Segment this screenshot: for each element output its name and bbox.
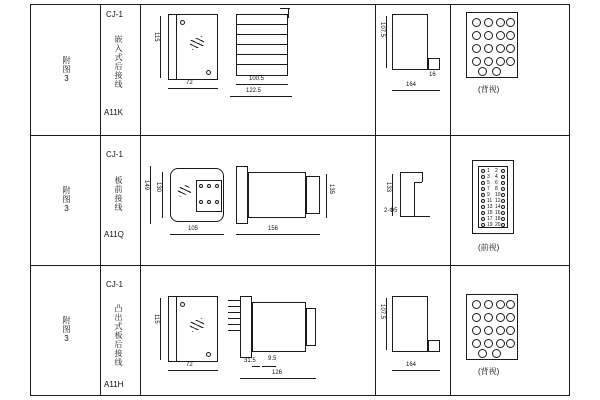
code-bottom-row2: A11Q [104,230,124,239]
dim-115-r1: 115 [153,32,159,42]
panel-dim-v-line-r3 [386,298,387,350]
side-view-line1-r1 [236,24,288,25]
code-bottom-row1: A11K [104,108,123,117]
terminal-pin [506,44,515,53]
front-view-hole-br-r3 [206,352,211,357]
dim-105-line-r2 [170,234,224,235]
panel-bracket-inner-r2 [414,182,415,216]
terminal-pin [481,205,485,209]
fin-r3 [228,306,240,307]
row-divider-2 [30,265,570,266]
col-divider-panel [375,4,376,396]
side-view-line4-r1 [236,54,288,55]
panel-view-outline-r1 [392,14,428,70]
dim-164-r3: 164 [406,362,417,368]
pin-number: 13 [487,204,493,210]
pin-number: 20 [495,222,501,228]
pin-number: 5 [487,180,490,186]
terminal-pin [496,57,505,66]
terminal-pin [501,199,505,203]
dim-line-h-r3 [168,370,218,371]
terminal-pin [506,300,515,309]
terminal-pin [478,67,487,76]
pin-number: 14 [495,204,501,210]
type-name-row2: 板前接线 [114,176,123,212]
terminal-pin [501,193,505,197]
pin-number: 18 [495,216,501,222]
terminal-pin [496,31,505,40]
code-top-row3: CJ-1 [106,280,123,289]
terminal-pin [472,44,481,53]
terminal-pin [506,57,515,66]
front-view-hole-r2 [215,200,219,204]
terminal-pin [472,57,481,66]
terminal-pin [501,205,505,209]
code-top-row2: CJ-1 [106,150,123,159]
type-name-row3: 凸出式板后接线 [114,303,123,367]
dim-164-line-r1 [392,90,440,91]
terminal-pin [481,187,485,191]
dim-line-v-r1 [160,16,161,78]
dim-126-r3: 126 [272,370,283,376]
terminal-pin [472,300,481,309]
dim-156-r2: 156 [268,226,279,232]
terminal-pin [496,326,505,335]
dim-31-5-r3: 31.5 [244,358,256,364]
terminal-pin [484,326,493,335]
front-view-hole-br-r1 [206,70,211,75]
terminal-pin [484,44,493,53]
side-view-line3-r1 [236,44,288,45]
dim-130-line-r2 [162,172,163,218]
terminal-pin [501,187,505,191]
terminal-pin [501,211,505,215]
pin-number: 6 [495,180,498,186]
terminal-pin [481,169,485,173]
terminal-pin [496,313,505,322]
panel-bracket-top-r2 [400,172,422,173]
panel-flange-r3 [428,340,440,352]
figure-label-row1: 附图3 [62,56,71,84]
terminal-pin [501,223,505,227]
side-view-cap-r2 [306,176,320,214]
fin-r3 [228,300,240,301]
pin-number: 1 [487,168,490,174]
terminal-pin [484,339,493,348]
terminal-pin [481,181,485,185]
front-view-hole-r2 [199,184,203,188]
terminal-pin [501,181,505,185]
dim-107-5-r1: 107.5 [379,22,385,38]
dim-1005-line-r1 [236,84,288,85]
panel-view-outline-r3 [392,296,428,352]
side-view-tabtop-r1 [280,8,290,9]
terminal-pin [501,169,505,173]
dim-122-5-r1: 122.5 [246,88,262,94]
dim-100-5-r1: 100.5 [249,76,265,82]
panel-bracket-v-r2 [400,172,401,216]
front-view-inner-line-r1 [176,14,177,80]
dim-149-line-r2 [150,166,151,224]
code-bottom-row3: A11H [104,380,124,389]
terminal-pin [472,18,481,27]
terminal-pin [472,339,481,348]
terminal-pin [481,175,485,179]
side-view-body-r3 [252,302,306,352]
dim-164-line-r3 [392,370,440,371]
terminal-pin [481,223,485,227]
terminal-pin [472,326,481,335]
terminal-pin [481,217,485,221]
dim-126-line-r3 [240,378,316,379]
terminal-pin [496,300,505,309]
dim-9-5-r3: 9.5 [268,356,277,362]
side-view-cap-r3 [306,308,316,346]
pin-number: 7 [487,186,490,192]
dim-107-5-r3: 107.5 [379,304,385,320]
dim-line-h-r1 [168,88,218,89]
col-divider-terminal [450,4,451,396]
front-view-inner-line-r3 [176,296,177,362]
dim-156-line-r2 [236,234,320,235]
pin-number: 19 [487,222,493,228]
pin-number: 3 [487,174,490,180]
type-name-row1: 嵌入式后接线 [114,35,123,89]
col-divider-label [100,4,101,396]
side-view-line2-r1 [236,34,288,35]
pin-number: 8 [495,186,498,192]
terminal-pin [496,339,505,348]
figure-label-row3: 附图3 [62,316,71,344]
pin-number: 10 [495,192,501,198]
dim-149-r2: 149 [143,180,149,191]
terminal-pin [481,199,485,203]
terminal-pin [484,18,493,27]
pin-number: 11 [487,198,493,204]
fin-r3 [228,318,240,319]
terminal-pin [492,67,501,76]
terminal-caption-r3: (背视) [478,367,500,376]
panel-dim-v-line-r1 [386,16,387,68]
terminal-pin [501,175,505,179]
terminal-caption-r1: (背视) [478,85,500,94]
side-view-flange-r3 [240,296,252,358]
fin-r3 [228,324,240,325]
dim-16-r1: 16 [429,72,436,78]
terminal-pin [496,18,505,27]
dim-1225-line-r1 [230,96,292,97]
dim-72-r3: 72 [186,362,193,368]
pin-number: 2 [495,168,498,174]
panel-bracket-bottom-r2 [400,216,430,217]
front-view-hole-r2 [199,200,203,204]
pin-number: 4 [495,174,498,180]
terminal-pin [481,193,485,197]
terminal-pin [484,31,493,40]
front-view-hole-r2 [207,200,211,204]
terminal-pin [472,313,481,322]
side-view-body-r2 [248,172,306,218]
pin-number: 9 [487,192,490,198]
dim-133-r2: 133 [385,182,391,193]
front-view-hole-tl-r1 [180,20,185,25]
dim-135-r2: 135 [328,184,334,195]
dim-130-r2: 130 [155,182,161,193]
terminal-pin [492,349,501,358]
fin-r3 [228,312,240,313]
terminal-pin [472,31,481,40]
terminal-pin [506,326,515,335]
dim-115-r3: 115 [153,314,159,324]
fin-r3 [228,330,240,331]
side-view-line5-r1 [236,64,288,65]
pin-number: 15 [487,210,493,216]
dim-31-5-line-r3 [252,366,260,367]
side-view-flange-r2 [236,166,248,224]
terminal-pin [484,313,493,322]
terminal-pin [501,217,505,221]
dim-135-line-r2 [326,174,327,218]
panel-bracket-step-r2 [422,172,423,182]
row-divider-1 [30,135,570,136]
terminal-pin [506,18,515,27]
terminal-pin [484,57,493,66]
terminal-pin [484,300,493,309]
side-view-tab-r1 [288,8,289,18]
dim-105-r2: 105 [188,226,199,232]
terminal-pin [481,211,485,215]
front-view-hole-r2 [207,184,211,188]
terminal-pin [506,339,515,348]
terminal-caption-r2: (前视) [478,243,500,252]
col-divider-code [140,4,141,396]
panel-bracket-step2-r2 [414,182,422,183]
dim-72-r1: 72 [186,80,193,86]
dim-2-phi5-r2: 2-Φ5 [384,208,398,214]
terminal-pin [478,349,487,358]
terminal-pin [496,44,505,53]
front-view-hole-r2 [215,184,219,188]
pin-number: 16 [495,210,501,216]
dim-line-v-r3 [160,298,161,360]
terminal-pin [506,313,515,322]
pin-number: 17 [487,216,493,222]
panel-flange-r1 [428,58,440,70]
dim-164-r1: 164 [406,82,417,88]
code-top-row1: CJ-1 [106,10,123,19]
dim-9-5-line-r3 [262,366,276,367]
figure-label-row2: 附图3 [62,186,71,214]
terminal-pin [506,31,515,40]
front-view-hole-tl-r3 [180,302,185,307]
pin-number: 12 [495,198,501,204]
